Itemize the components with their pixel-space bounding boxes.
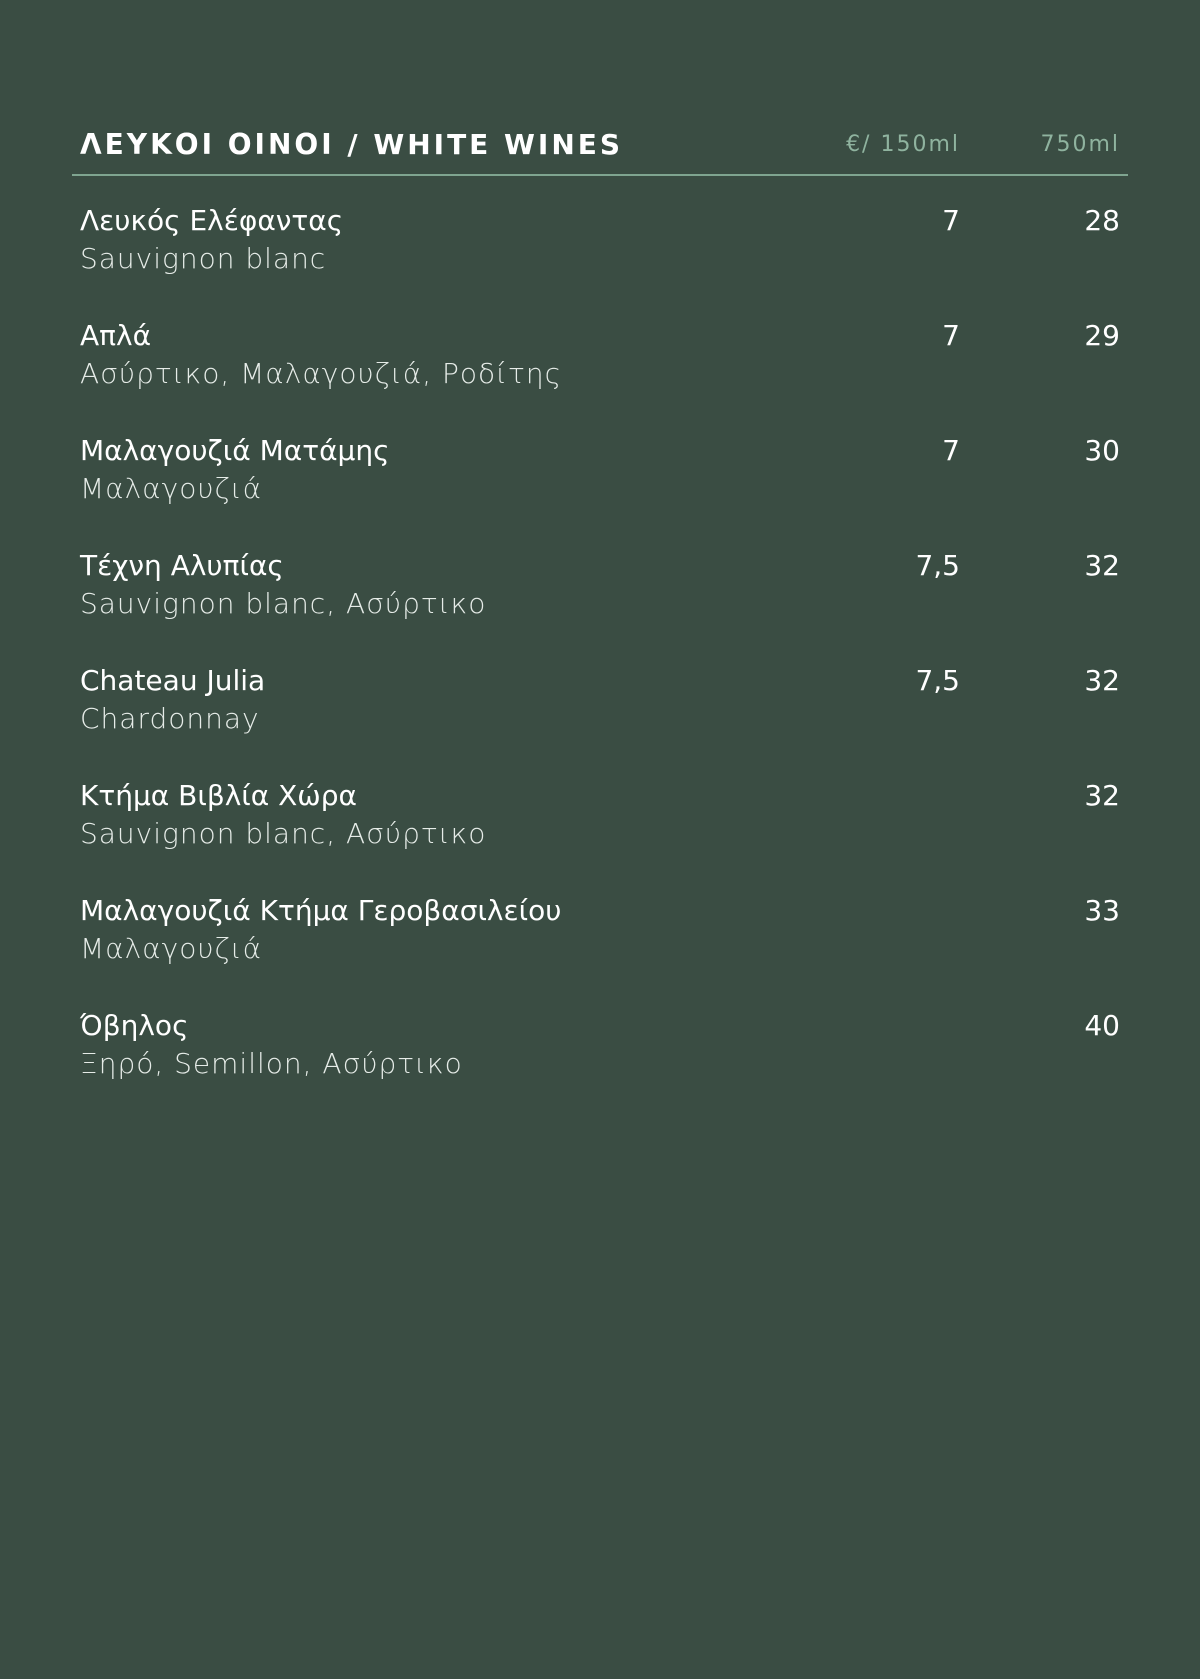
- bottle-price: 29: [1084, 319, 1120, 352]
- wine-grapes: Ασύρτικο, Μαλαγουζιά, Ροδίτης: [80, 357, 563, 390]
- glass-price: 7,5: [915, 664, 960, 697]
- wine-grapes: Μαλαγουζιά: [80, 472, 263, 505]
- bottle-price: 32: [1084, 779, 1120, 812]
- wine-name: Απλά: [80, 319, 152, 352]
- bottle-price: 33: [1084, 894, 1120, 927]
- wine-name: Τέχνη Αλυπίας: [80, 549, 284, 582]
- wine-grapes: Sauvignon blanc: [80, 242, 327, 275]
- wine-grapes: Μαλαγουζιά: [80, 932, 263, 965]
- bottle-price: 30: [1084, 434, 1120, 467]
- wine-grapes: Chardonnay: [80, 702, 260, 735]
- bottle-price: 40: [1084, 1009, 1120, 1042]
- glass-price: 7: [942, 319, 960, 352]
- wine-name: Όβηλος: [80, 1009, 189, 1042]
- bottle-price: 32: [1084, 549, 1120, 582]
- wine-item: [80, 319, 1120, 434]
- wine-name: Μαλαγουζιά Ματάμης: [80, 434, 390, 467]
- bottle-price-column-header: 750ml: [1040, 132, 1120, 157]
- wine-item: [80, 1009, 1120, 1124]
- glass-price-column-header: €/ 150ml: [846, 132, 960, 157]
- wine-item: [80, 664, 1120, 779]
- wine-name: Κτήμα Βιβλία Χώρα: [80, 779, 357, 812]
- wine-grapes: Ξηρό, Semillon, Ασύρτικο: [80, 1047, 463, 1080]
- section-title: ΛΕΥΚΟΙ ΟΙΝΟΙ / WHITE WINES: [80, 128, 624, 161]
- glass-price: 7,5: [915, 549, 960, 582]
- glass-price: 7: [942, 204, 960, 237]
- wine-grapes: Sauvignon blanc, Ασύρτικο: [80, 817, 487, 850]
- wine-grapes: Sauvignon blanc, Ασύρτικο: [80, 587, 487, 620]
- section-header: [72, 128, 1128, 176]
- wine-item: [80, 779, 1120, 894]
- wine-list: [80, 204, 1120, 1124]
- wine-item: [80, 894, 1120, 1009]
- glass-price: 7: [942, 434, 960, 467]
- wine-item: [80, 434, 1120, 549]
- wine-name: Chateau Julia: [80, 664, 266, 697]
- wine-item: [80, 549, 1120, 664]
- wine-name: Λευκός Ελέφαντας: [80, 204, 344, 237]
- wine-item: [80, 204, 1120, 319]
- bottle-price: 32: [1084, 664, 1120, 697]
- wine-name: Μαλαγουζιά Κτήμα Γεροβασιλείου: [80, 894, 562, 927]
- bottle-price: 28: [1084, 204, 1120, 237]
